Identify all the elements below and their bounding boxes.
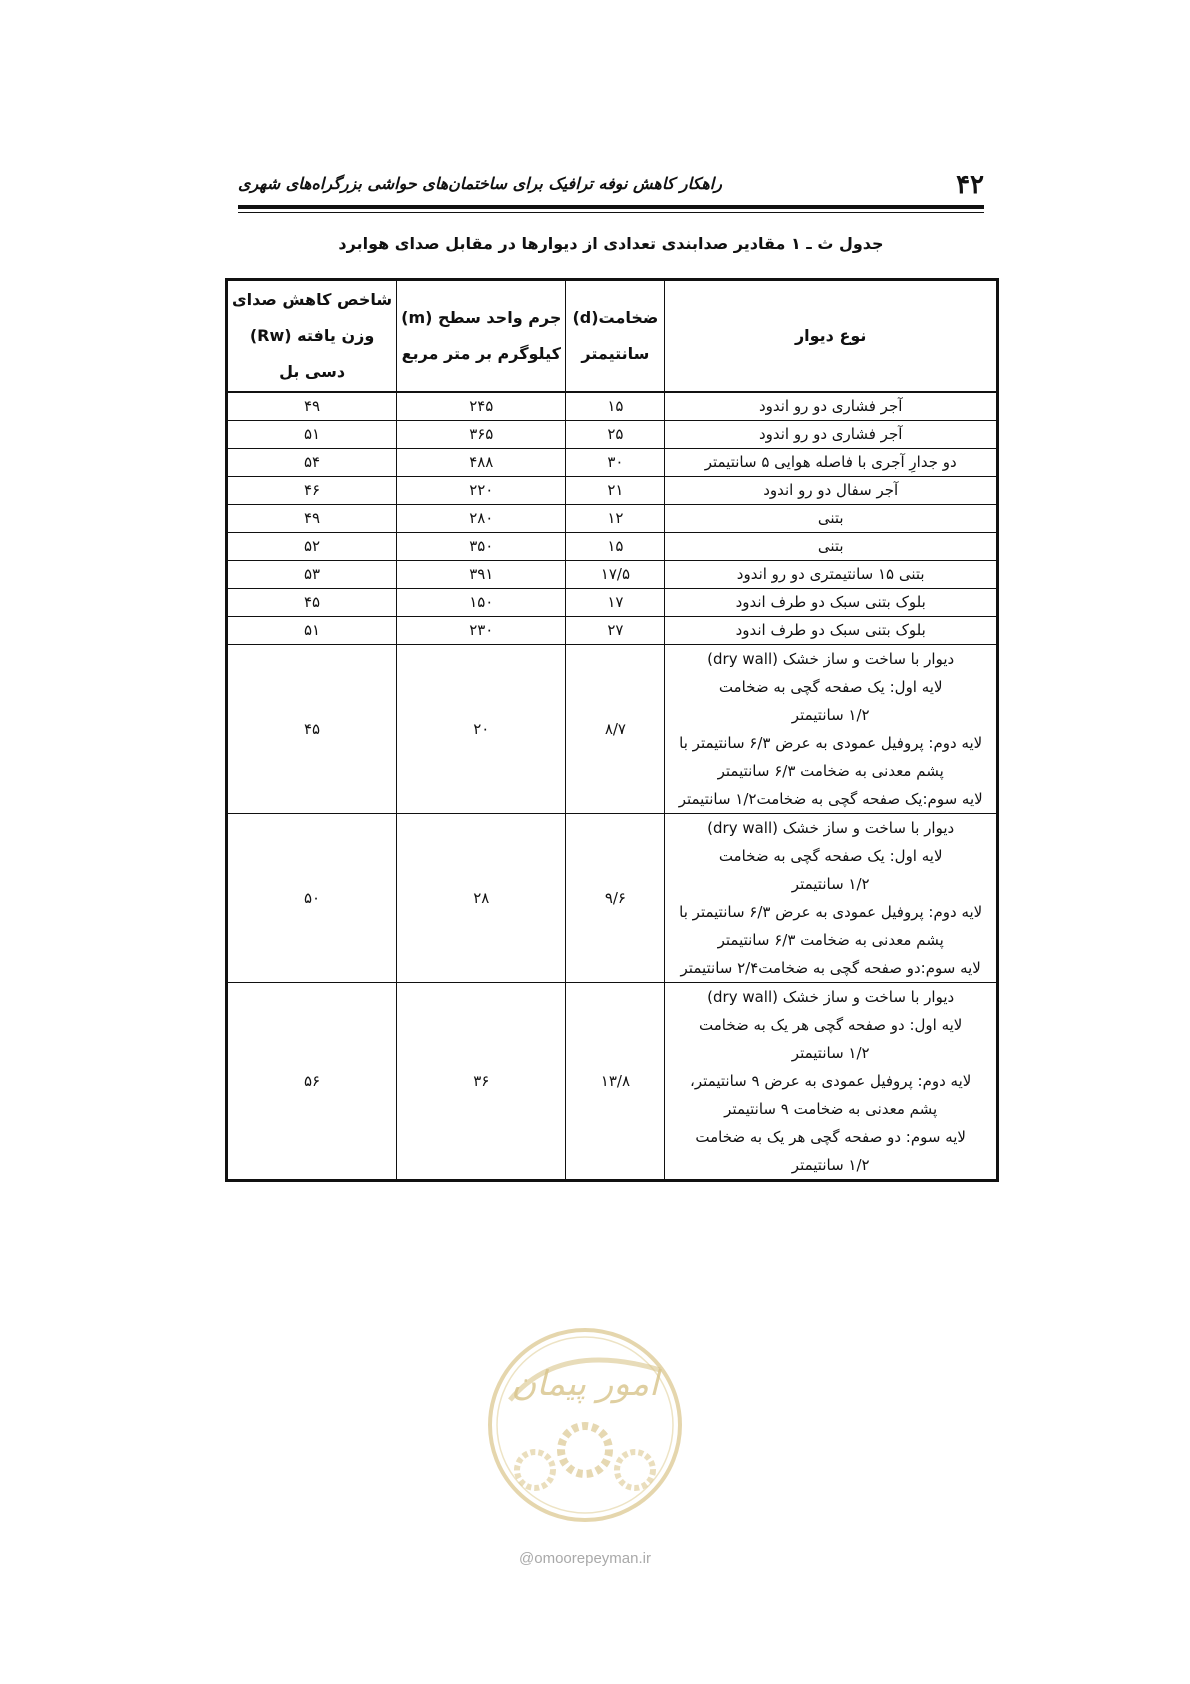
cell-mass: ۲۲۰ [397,477,566,505]
cell-thickness: ۲۱ [566,477,665,505]
cell-thickness: ۳۰ [566,449,665,477]
wall-type-line: ۱/۲ سانتیمتر [791,875,870,893]
cell-rw: ۵۱ [227,617,397,645]
watermark-site [480,1550,690,1567]
page-header [238,168,984,208]
cell-rw: ۴۶ [227,477,397,505]
wall-type-line: آجر سفال دو رو اندود [763,481,899,499]
cell-rw: ۴۵ [227,589,397,617]
cell-rw: ۵۳ [227,561,397,589]
watermark-site-text: omoorepeyman.ir [534,1550,651,1567]
cell-wall-type [665,392,998,421]
cell-rw: ۵۲ [227,533,397,561]
table-row [227,392,998,421]
wall-type-line: لایه دوم: پروفیل عمودی به عرض ۶/۳ سانتیمتر با [679,903,983,921]
table-body [227,392,998,1181]
wall-type-line: ۱/۲ سانتیمتر [791,1156,870,1174]
cell-mass: ۱۵۰ [397,589,566,617]
wall-type-line: آجر فشاری دو رو اندود [758,425,903,443]
wall-type-line: پشم معدنی به ضخامت ۹ سانتیمتر [724,1100,938,1118]
table-header-row [227,280,998,393]
cell-mass: ۲۸ [397,814,566,983]
table-row [227,533,998,561]
header-rule-thin [238,212,984,213]
cell-wall-type [665,533,998,561]
wall-type-line: لایه اول: یک صفحه گچی به ضخامت [718,847,943,865]
wall-type-line: لایه دوم: پروفیل عمودی به عرض ۹ سانتیمتر، [690,1072,972,1090]
header-mass: جرم واحد سطح (m) کیلوگرم بر متر مربع [397,280,566,393]
cell-thickness: ۲۵ [566,421,665,449]
cell-wall-type [665,505,998,533]
watermark-logo [480,1320,690,1550]
cell-wall-type [665,589,998,617]
page-number: ۴۲ [956,170,984,200]
cell-wall-type [665,449,998,477]
wall-type-line: لایه سوم:دو صفحه گچی به ضخامت۲/۴ سانتیمتر [680,959,981,977]
cell-mass: ۳۵۰ [397,533,566,561]
cell-mass: ۳۶ [397,983,566,1181]
cell-thickness: ۱۲ [566,505,665,533]
wall-type-line: لایه اول: دو صفحه گچی هر یک به ضخامت [699,1016,963,1034]
cell-thickness: ۱۵ [566,533,665,561]
cell-wall-type [665,814,998,983]
cell-rw: ۴۵ [227,645,397,814]
wall-type-line: آجر فشاری دو رو اندود [758,397,903,415]
cell-thickness: ۸/۷ [566,645,665,814]
wall-type-line: بتنی ۱۵ سانتیمتری دو رو اندود [736,565,925,583]
wall-type-line: دیوار با ساخت و ساز خشک (dry wall) [707,819,955,837]
table-row [227,617,998,645]
wall-type-line: لایه سوم:یک صفحه گچی به ضخامت۱/۲ سانتیمتر [678,790,983,808]
cell-rw: ۴۹ [227,505,397,533]
header-thickness: ضخامت(d) سانتیمتر [566,280,665,393]
wall-type-line: دیوار با ساخت و ساز خشک (dry wall) [707,650,955,668]
cell-rw: ۵۰ [227,814,397,983]
table-row [227,505,998,533]
header-rule-thick [238,205,984,209]
cell-thickness: ۱۵ [566,392,665,421]
table-row [227,449,998,477]
cell-wall-type [665,617,998,645]
at-icon: @ [519,1550,535,1567]
wall-type-line: پشم معدنی به ضخامت ۶/۳ سانتیمتر [717,931,944,949]
cell-rw: ۵۱ [227,421,397,449]
cell-rw: ۵۴ [227,449,397,477]
running-title: راهکار کاهش نوفه ترافیک برای ساختمان‌های حواشی بزرگراه‌های شهری [238,174,722,193]
wall-type-line: بلوک بتنی سبک دو طرف اندود [735,621,926,639]
table-caption: جدول ث ـ ۱ مقادیر صدابندی تعدادی از دیوارها در مقابل صدای هوابرد [338,234,884,253]
cell-thickness: ۹/۶ [566,814,665,983]
wall-type-line: ۱/۲ سانتیمتر [791,706,870,724]
wall-type-line: لایه سوم: دو صفحه گچی هر یک به ضخامت [695,1128,966,1146]
wall-insulation-table [225,278,999,1182]
cell-wall-type [665,561,998,589]
table-row [227,645,998,814]
cell-thickness: ۲۷ [566,617,665,645]
wall-type-line: دیوار با ساخت و ساز خشک (dry wall) [707,988,955,1006]
cell-wall-type [665,421,998,449]
cell-thickness: ۱۷ [566,589,665,617]
header-wall-type: نوع دیوار [665,280,998,393]
cell-mass: ۳۶۵ [397,421,566,449]
table-row [227,814,998,983]
cell-mass: ۲۰ [397,645,566,814]
header-rw: شاخص کاهش صدای وزن یافته (Rw) دسی بل [227,280,397,393]
wall-type-line: بتنی [817,537,844,555]
cell-wall-type [665,645,998,814]
cell-wall-type [665,477,998,505]
wall-type-line: بتنی [817,509,844,527]
wall-type-line: بلوک بتنی سبک دو طرف اندود [735,593,926,611]
cell-thickness: ۱۳/۸ [566,983,665,1181]
cell-mass: ۴۸۸ [397,449,566,477]
cell-mass: ۲۸۰ [397,505,566,533]
cell-rw: ۵۶ [227,983,397,1181]
table-row [227,421,998,449]
wall-type-line: لایه دوم: پروفیل عمودی به عرض ۶/۳ سانتیمتر با [679,734,983,752]
cell-mass: ۲۳۰ [397,617,566,645]
table-row [227,561,998,589]
wall-type-line: لایه اول: یک صفحه گچی به ضخامت [718,678,943,696]
table-row [227,589,998,617]
cell-mass: ۲۴۵ [397,392,566,421]
wall-type-line: ۱/۲ سانتیمتر [791,1044,870,1062]
table-row [227,477,998,505]
table-row [227,983,998,1181]
wall-type-line: پشم معدنی به ضخامت ۶/۳ سانتیمتر [717,762,944,780]
cell-wall-type [665,983,998,1181]
watermark-logo-text: امور پیمان [511,1364,659,1404]
cell-mass: ۳۹۱ [397,561,566,589]
cell-rw: ۴۹ [227,392,397,421]
cell-thickness: ۱۷/۵ [566,561,665,589]
wall-type-line: دو جدارِ آجری با فاصله هوایی ۵ سانتیمتر [704,453,957,471]
